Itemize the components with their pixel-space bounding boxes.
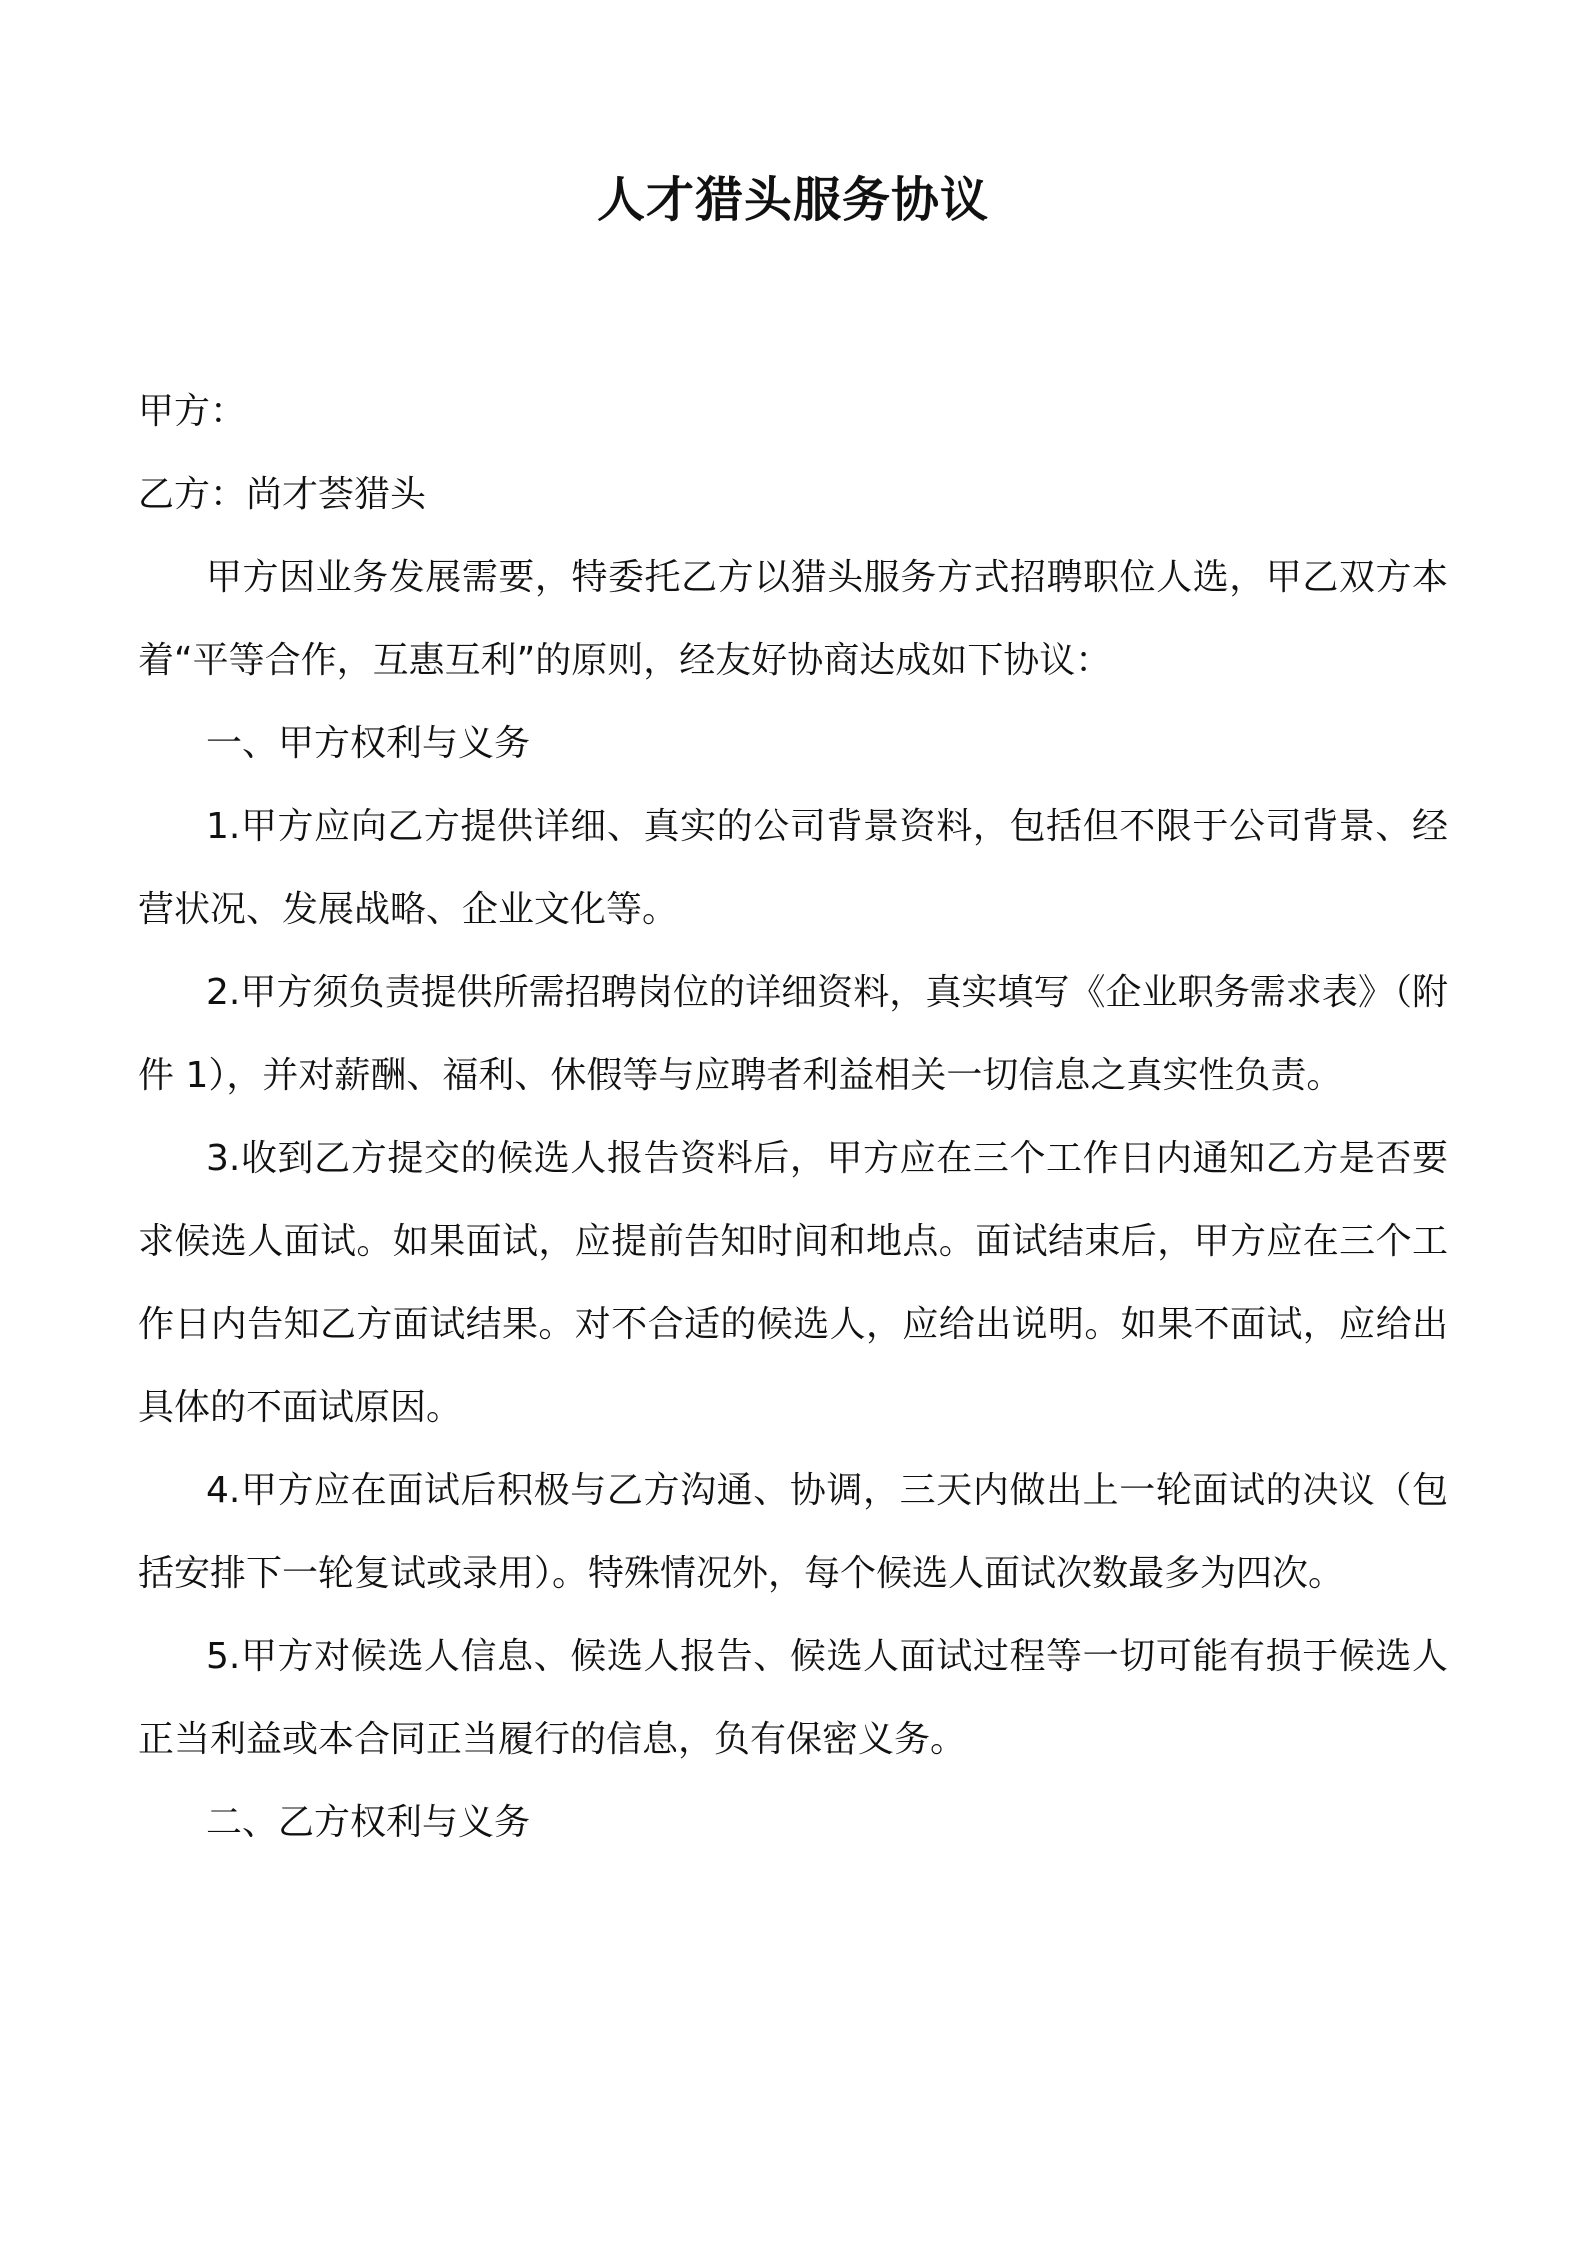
clause-4: 4.甲方应在面试后积极与乙方沟通、协调，三天内做出上一轮面试的决议（包括安排下一轮复试或录用）。特殊情况外，每个候选人面试次数最多为四次。 <box>138 1470 1448 1594</box>
clause-5: 5.甲方对候选人信息、候选人报告、候选人面试过程等一切可能有损于候选人正当利益或本合同正当履行的信息，负有保密义务。 <box>138 1636 1448 1760</box>
document-body <box>138 370 1448 1864</box>
section-heading-2: 二、乙方权利与义务 <box>206 1802 531 1843</box>
party-a-line: 甲方： <box>138 391 247 432</box>
clause-2: 2.甲方须负责提供所需招聘岗位的详细资料，真实填写《企业职务需求表》（附件 1），并对薪酬、福利、休假等与应聘者利益相关一切信息之真实性负责。 <box>138 972 1448 1096</box>
intro-paragraph: 甲方因业务发展需要，特委托乙方以猎头服务方式招聘职位人选，甲乙双方本着“平等合作，互惠互利”的原则，经友好协商达成如下协议： <box>138 557 1448 681</box>
clause-3: 3.收到乙方提交的候选人报告资料后，甲方应在三个工作日内通知乙方是否要求候选人面试。如果面试，应提前告知时间和地点。面试结束后，甲方应在三个工作日内告知乙方面试结果。对不合适的候选人，应给出说明。如果不面试，应给出具体的不面试原因。 <box>138 1138 1448 1428</box>
section-heading-1: 一、甲方权利与义务 <box>206 723 531 764</box>
document-title: 人才猎头服务协议 <box>596 172 989 228</box>
party-b-line: 乙方：尚才荟猎头 <box>138 474 427 515</box>
clause-1: 1.甲方应向乙方提供详细、真实的公司背景资料，包括但不限于公司背景、经营状况、发展战略、企业文化等。 <box>138 806 1448 930</box>
